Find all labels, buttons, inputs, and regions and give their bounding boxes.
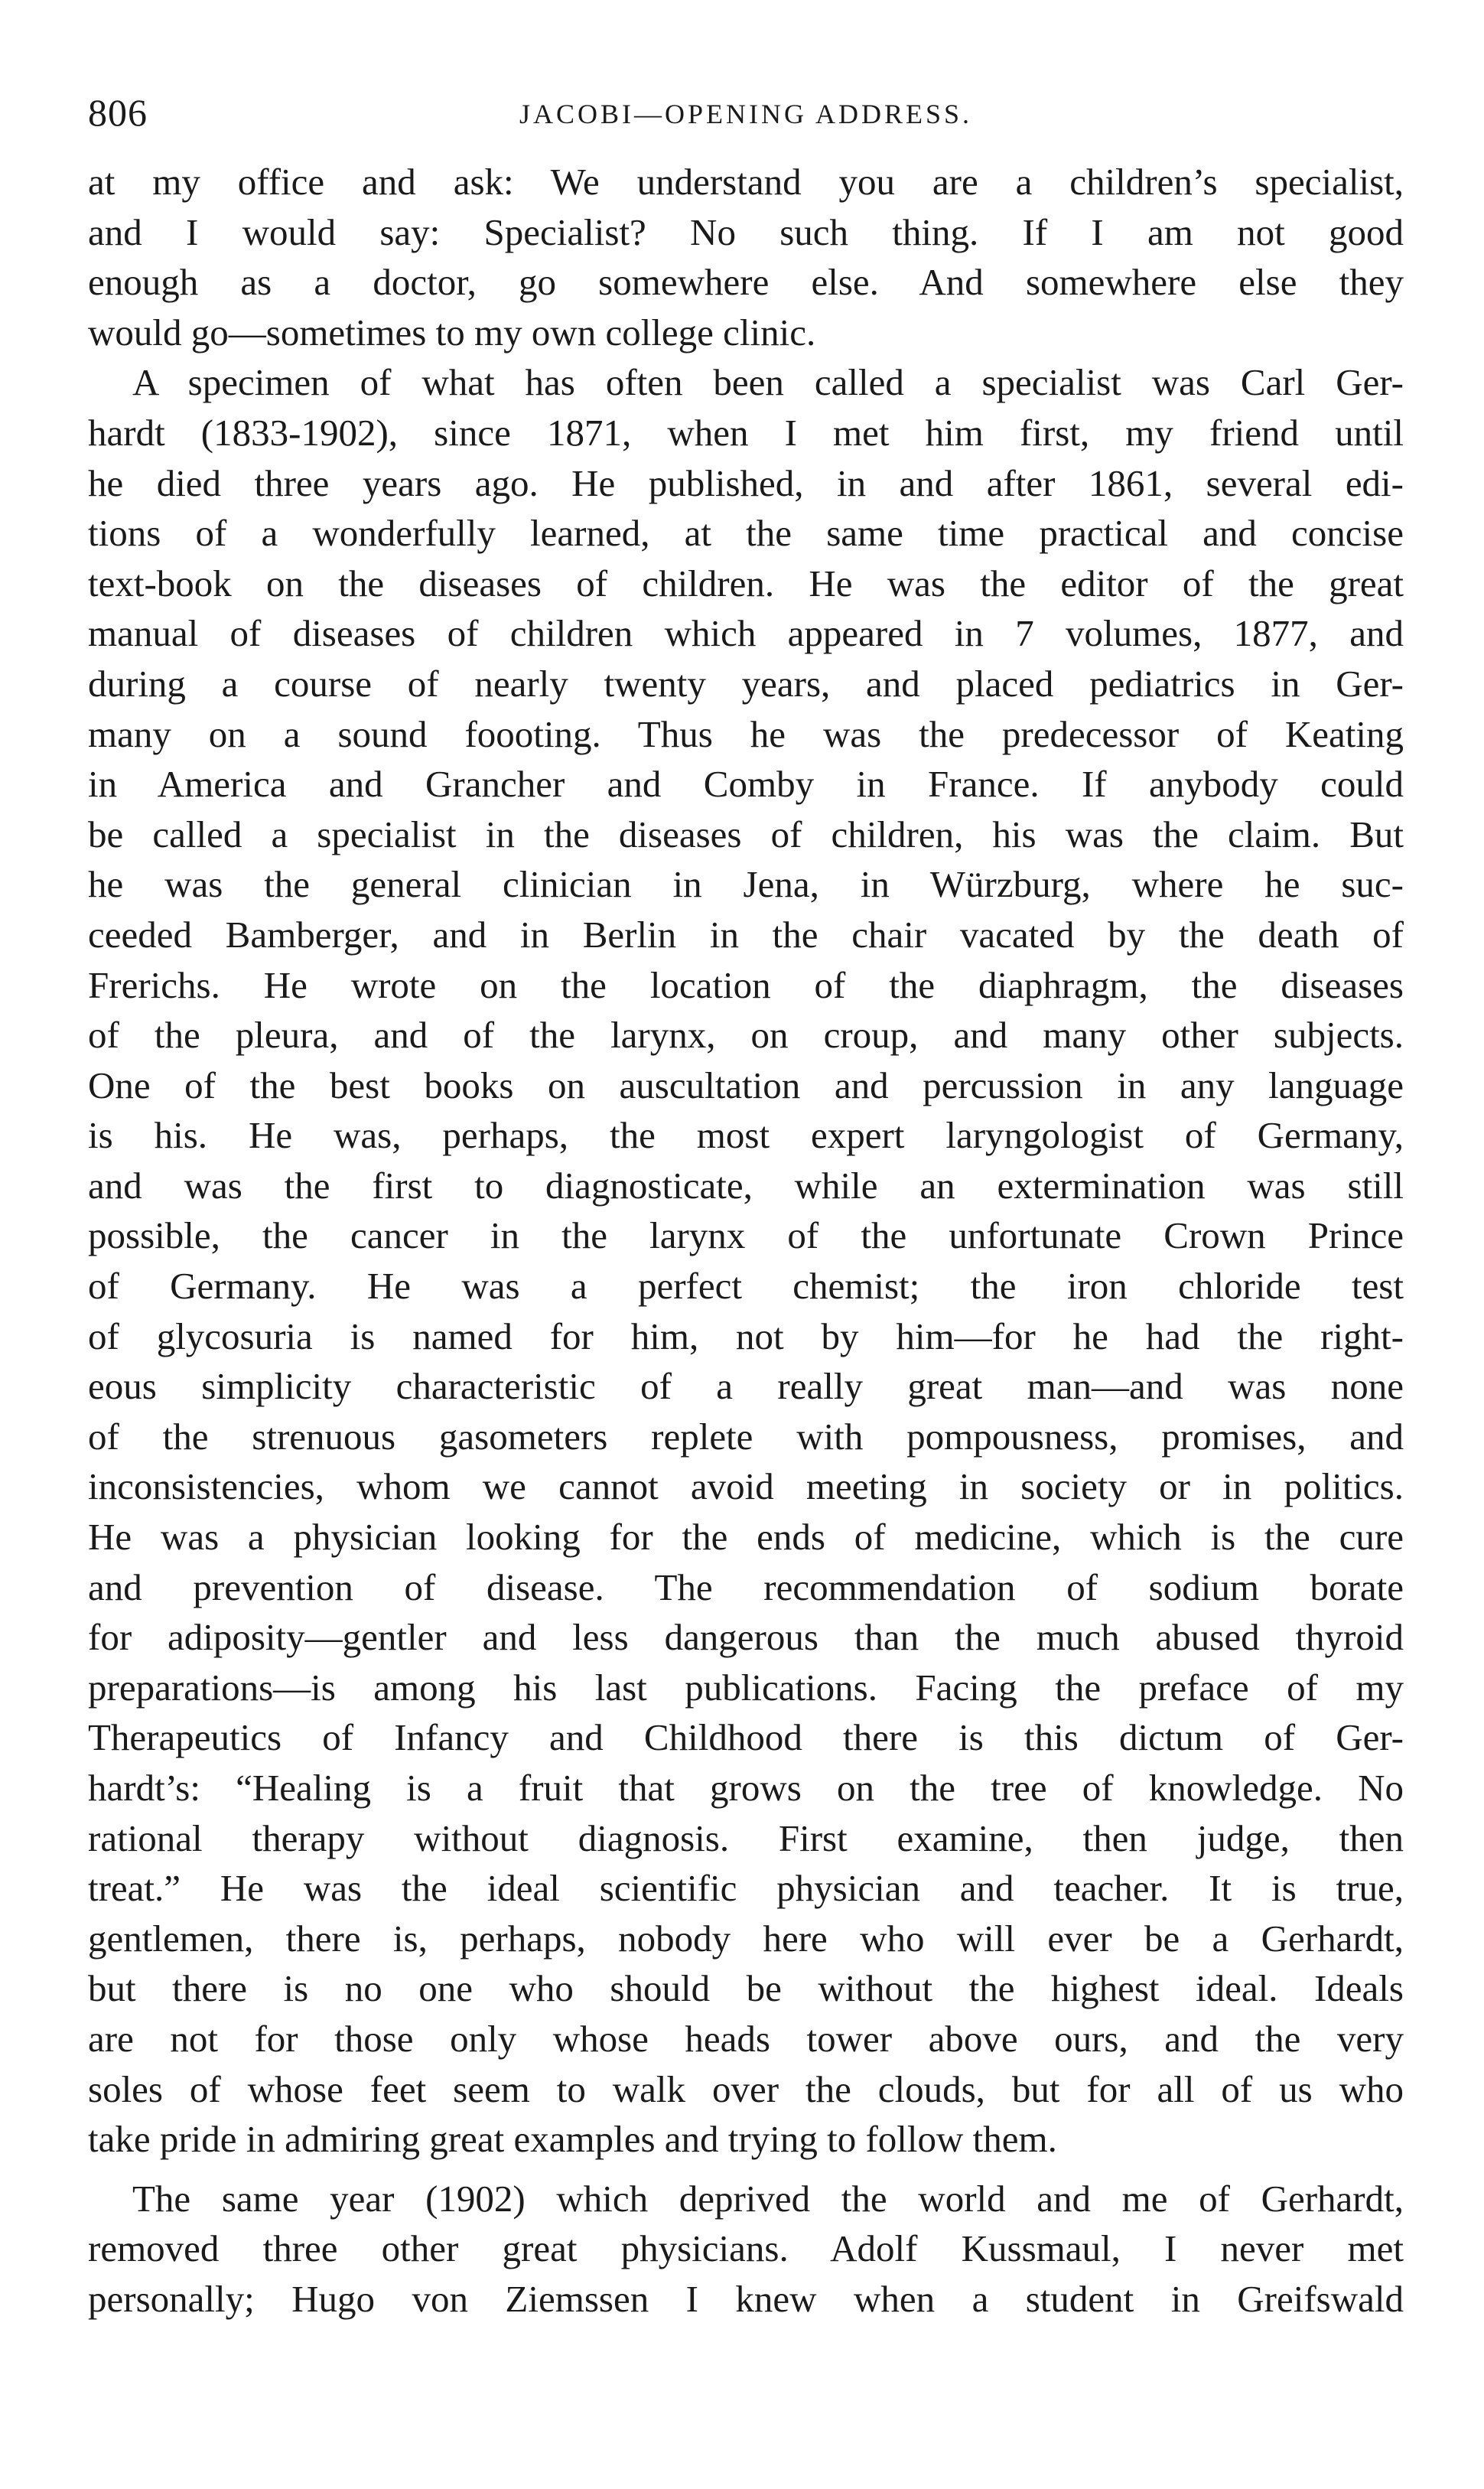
text-line: in America and Grancher and Comby in France. If anybody could — [88, 763, 1404, 806]
paragraph-gerhardt — [88, 357, 1404, 2164]
paragraph-continuation — [88, 157, 1404, 357]
text-line: manual of diseases of children which appeared in 7 volumes, 1877, and — [88, 612, 1404, 655]
text-line: gentlemen, there is, perhaps, nobody here who will ever be a Gerhardt, — [88, 1917, 1404, 1960]
text-line: of the pleura, and of the larynx, on croup, and many other subjects. — [88, 1014, 1404, 1057]
text-line: possible, the cancer in the larynx of the unfortunate Crown Prince — [88, 1214, 1404, 1257]
text-line: he was the general clinician in Jena, in Würzburg, where he suc- — [88, 863, 1404, 906]
running-title: JACOBI—OPENING ADDRESS. — [519, 99, 973, 129]
text-line: Therapeutics of Infancy and Childhood there is this dictum of Ger- — [88, 1716, 1404, 1759]
text-line: and I would say: Specialist? No such thing. If I am not good — [88, 210, 1404, 253]
text-line: enough as a doctor, go somewhere else. And somewhere else they — [88, 261, 1404, 304]
text-line: he died three years ago. He published, in and after 1861, several edi- — [88, 461, 1404, 504]
text-line: many on a sound foooting. Thus he was the predecessor of Keating — [88, 712, 1404, 755]
text-line: rational therapy without diagnosis. First examine, then judge, then — [88, 1816, 1404, 1859]
text-line: of the strenuous gasometers replete with pompousness, promises, and — [88, 1415, 1404, 1458]
text-line: tions of a wonderfully learned, at the same time practical and concise — [88, 512, 1404, 555]
text-line: is his. He was, perhaps, the most expert laryngologist of Germany, — [88, 1114, 1404, 1157]
paragraph-1902 — [88, 2174, 1404, 2324]
text-line: A specimen of what has often been called a specialist was Carl Ger- — [132, 361, 1404, 404]
text-line: inconsistencies, whom we cannot avoid meeting in society or in politics. — [88, 1465, 1404, 1508]
text-line: and prevention of disease. The recommendation of sodium borate — [88, 1565, 1404, 1608]
text-line: hardt (1833-1902), since 1871, when I met him first, my friend until — [88, 411, 1404, 454]
text-line: at my office and ask: We understand you are a children’s specialist, — [88, 161, 1404, 203]
text-line: preparations—is among his last publications. Facing the preface of my — [88, 1666, 1404, 1709]
text-line: hardt’s: “Healing is a fruit that grows on the tree of knowledge. No — [88, 1767, 1404, 1809]
text-line: One of the best books on auscultation and percussion in any language — [88, 1064, 1404, 1106]
text-line: of glycosuria is named for him, not by him—for he had the right- — [88, 1315, 1404, 1357]
page-number: 806 — [88, 91, 148, 134]
page-header — [88, 90, 1404, 144]
text-line: He was a physician looking for the ends of medicine, which is the cure — [88, 1516, 1404, 1559]
text-line: Frerichs. He wrote on the location of the diaphragm, the diseases — [88, 963, 1404, 1006]
text-line: of Germany. He was a perfect chemist; the iron chloride test — [88, 1265, 1404, 1308]
text-line: text-book on the diseases of children. He was the editor of the great — [88, 562, 1404, 604]
text-line: The same year (1902) which deprived the world and me of Gerhardt, — [132, 2177, 1404, 2220]
text-line: would go—sometimes to my own college clinic. — [88, 311, 816, 353]
text-line: soles of whose feet seem to walk over the clouds, but for all of us who — [88, 2067, 1404, 2110]
body-text — [88, 157, 1404, 2324]
text-line: are not for those only whose heads tower above ours, and the very — [88, 2017, 1404, 2060]
text-line: be called a specialist in the diseases of children, his was the claim. But — [88, 813, 1404, 855]
text-line: personally; Hugo von Ziemssen I knew when a student in Greifswald — [88, 2277, 1404, 2320]
text-line: treat.” He was the ideal scientific physician and teacher. It is true, — [88, 1867, 1404, 1910]
text-line: ceeded Bamberger, and in Berlin in the chair vacated by the death of — [88, 913, 1404, 956]
text-line: for adiposity—gentler and less dangerous than the much abused thyroid — [88, 1616, 1404, 1659]
text-line: removed three other great physicians. Adolf Kussmaul, I never met — [88, 2227, 1404, 2270]
text-line: and was the first to diagnosticate, while an extermination was still — [88, 1164, 1404, 1207]
text-line: eous simplicity characteristic of a really great man—and was none — [88, 1365, 1404, 1408]
text-line: take pride in admiring great examples and trying to follow them. — [88, 2118, 1057, 2161]
text-line: but there is no one who should be without the highest ideal. Ideals — [88, 1967, 1404, 2010]
text-line: during a course of nearly twenty years, and placed pediatrics in Ger- — [88, 662, 1404, 705]
paragraph-gap — [88, 2165, 1404, 2174]
